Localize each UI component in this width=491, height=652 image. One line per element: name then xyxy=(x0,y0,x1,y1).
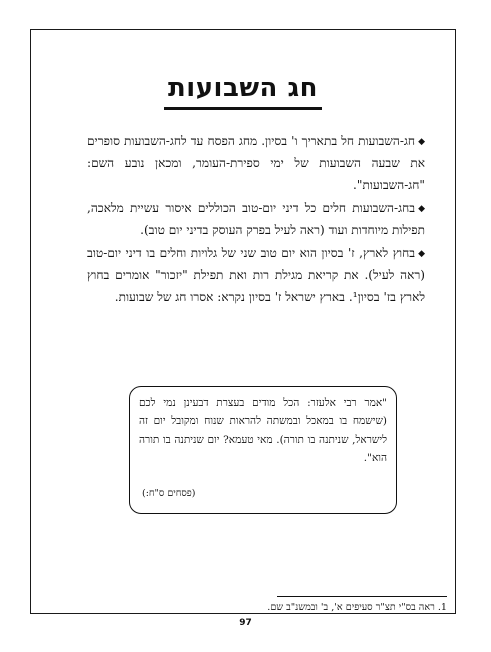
quote-source: (פסחים ס"ח:) xyxy=(142,487,196,499)
quote-box xyxy=(129,386,397,514)
diamond-bullet-icon: ◆ xyxy=(418,203,425,214)
paragraph-2 xyxy=(87,198,425,242)
page-frame xyxy=(30,29,456,614)
quote-text: "אמר רבי אלעזר: הכל מודים בעצרת דבעינן נמי לכם (שישמח בו במאכל ובמשתה להראות שנוח ומקובל יום זה לישראל, שניתנה בו תורה). מאי טעמא? יום שניתנה בו תורה הוא". xyxy=(139,397,387,465)
paragraph-text: בחג-השבועות חלים כל דיני יום-טוב הכוללים איסור עשיית מלאכה, תפילות מיוחדות ועוד (ראה לעיל בפרק העוסק בדיני יום טוב). xyxy=(87,200,425,238)
page-title: חג השבועות xyxy=(164,71,322,110)
paragraph-3 xyxy=(87,243,425,308)
paragraph-1 xyxy=(87,131,425,196)
footnote: 1. ראה בס"י תצ"ר סעיפים א', ב' ובמשנ"ב שם. xyxy=(267,602,447,613)
diamond-bullet-icon: ◆ xyxy=(418,249,425,260)
title-wrapper xyxy=(31,71,455,110)
footnote-divider xyxy=(277,596,447,597)
diamond-bullet-icon: ◆ xyxy=(418,137,425,147)
paragraph-text: בחוץ לארץ, ז' בסיון הוא יום טוב שני של גלויות וחלים בו דיני יום-טוב (ראה לעיל). את קריאת מגילת רות ואת תפילת "יזכור" אומרים בחוץ לארץ בז' בסיון¹. בארץ ישראל ז' בסיון נקרא: אסרו חג של שבועות. xyxy=(87,246,425,304)
page-number: 97 xyxy=(239,618,252,628)
body-text xyxy=(87,131,425,310)
paragraph-text: חג-השבועות חל בתאריך ו' בסיון. מחג הפסח עד לחג-השבועות סופרים את שבעה השבועות של ימי ספירת-העומר, ומכאן נובע השם: "חג-השבועות". xyxy=(87,134,425,192)
